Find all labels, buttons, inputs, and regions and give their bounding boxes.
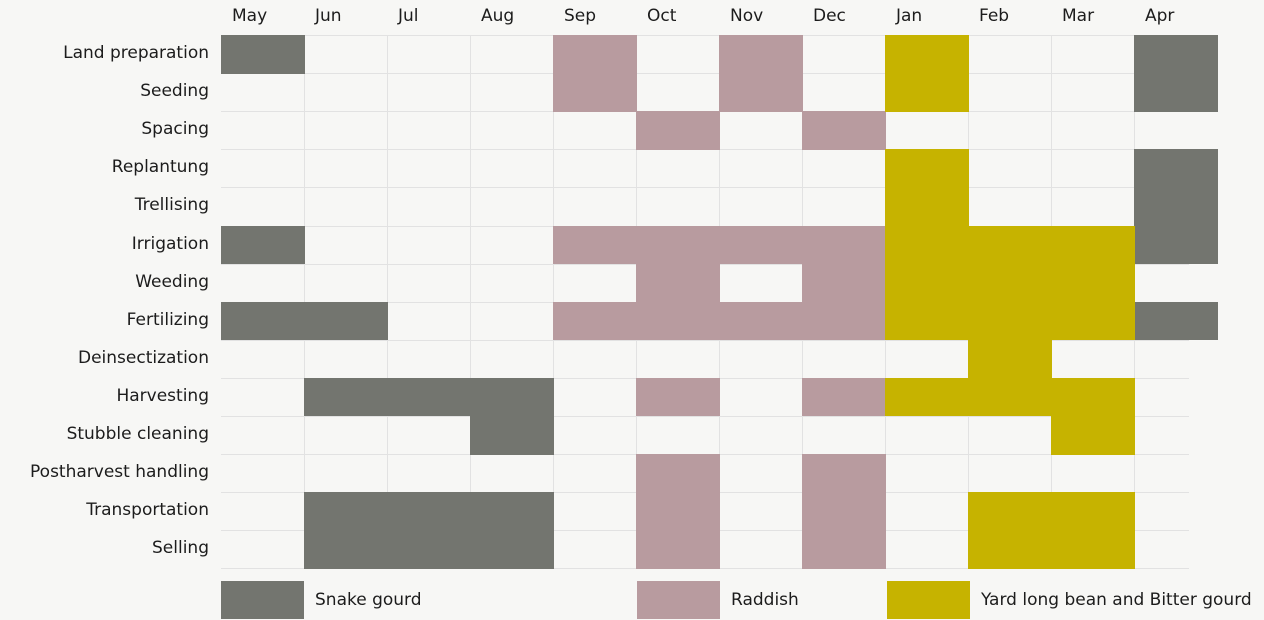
activity-cell	[1134, 73, 1218, 112]
activity-cell	[304, 492, 388, 531]
activity-cell	[636, 264, 720, 303]
activity-cell	[885, 35, 969, 74]
activity-cell	[304, 530, 388, 569]
month-label: Oct	[647, 6, 677, 26]
legend-swatch	[887, 581, 970, 619]
activity-cell	[553, 73, 637, 112]
activity-cell	[387, 492, 471, 531]
activity-cell	[1134, 35, 1218, 74]
activity-cell	[885, 302, 969, 341]
activity-cell	[221, 302, 305, 341]
activity-cell	[1051, 226, 1135, 265]
activity-cell	[719, 226, 803, 265]
activity-label: Selling	[152, 538, 209, 559]
activity-label: Replantung	[111, 157, 209, 178]
legend-label: Snake gourd	[315, 590, 422, 610]
activity-cell	[968, 226, 1052, 265]
activity-cell	[470, 492, 554, 531]
activity-cell	[636, 454, 720, 493]
activity-cell	[304, 378, 388, 417]
activity-cell	[802, 302, 886, 341]
activity-cell	[719, 73, 803, 112]
month-label: Apr	[1145, 6, 1175, 26]
month-label: Mar	[1062, 6, 1095, 26]
month-label: Dec	[813, 6, 846, 26]
activity-label: Irrigation	[131, 233, 209, 254]
activity-cell	[636, 226, 720, 265]
activity-cell	[968, 492, 1052, 531]
grid-line	[221, 73, 1189, 74]
activity-cell	[1051, 302, 1135, 341]
activity-cell	[636, 111, 720, 150]
activity-cell	[802, 492, 886, 531]
activity-cell	[553, 226, 637, 265]
activity-cell	[802, 111, 886, 150]
activity-cell	[968, 378, 1052, 417]
activity-cell	[221, 226, 305, 265]
month-label: Sep	[564, 6, 597, 26]
legend-label: Raddish	[731, 590, 799, 610]
activity-cell	[470, 530, 554, 569]
month-label: Aug	[481, 6, 515, 26]
legend-label: Yard long bean and Bitter gourd	[981, 590, 1252, 610]
activity-cell	[802, 378, 886, 417]
activity-cell	[719, 35, 803, 74]
activity-cell	[1134, 302, 1218, 341]
activity-label: Harvesting	[116, 385, 209, 406]
activity-cell	[968, 340, 1052, 379]
activity-cell	[1051, 416, 1135, 455]
legend-swatch	[637, 581, 720, 619]
activity-cell	[636, 302, 720, 341]
activity-cell	[1134, 149, 1218, 188]
activity-cell	[636, 530, 720, 569]
grid-line	[221, 187, 1189, 188]
month-label: Jul	[398, 6, 419, 26]
activity-cell	[885, 73, 969, 112]
activity-label: Land preparation	[63, 43, 209, 63]
activity-cell	[885, 187, 969, 226]
activity-cell	[304, 302, 388, 341]
activity-cell	[1051, 264, 1135, 303]
activity-label: Transportation	[86, 500, 209, 521]
activity-label: Stubble cleaning	[66, 424, 209, 444]
activity-cell	[802, 264, 886, 303]
activity-label: Weeding	[135, 271, 209, 292]
activity-cell	[1134, 187, 1218, 226]
activity-cell	[636, 378, 720, 417]
activity-cell	[719, 302, 803, 341]
activity-cell	[221, 35, 305, 74]
activity-cell	[885, 378, 969, 417]
activity-cell	[387, 378, 471, 417]
grid-line	[470, 35, 471, 568]
activity-cell	[885, 264, 969, 303]
activity-cell	[885, 226, 969, 265]
activity-label: Fertilizing	[126, 309, 209, 330]
activity-label: Postharvest handling	[30, 462, 209, 483]
activity-cell	[553, 35, 637, 74]
activity-cell	[1051, 378, 1135, 417]
activity-cell	[1051, 492, 1135, 531]
activity-cell	[802, 226, 886, 265]
activity-cell	[968, 264, 1052, 303]
activity-label: Spacing	[141, 119, 209, 140]
activity-cell	[470, 416, 554, 455]
activity-label: Trellising	[134, 195, 209, 216]
legend-swatch	[221, 581, 304, 619]
activity-cell	[802, 454, 886, 493]
activity-cell	[968, 530, 1052, 569]
month-label: Feb	[979, 6, 1010, 26]
activity-cell	[553, 302, 637, 341]
activity-cell	[885, 149, 969, 188]
activity-cell	[1134, 226, 1218, 265]
activity-cell	[1051, 530, 1135, 569]
activity-label: Deinsectization	[77, 347, 209, 368]
activity-cell	[636, 492, 720, 531]
activity-cell	[470, 378, 554, 417]
month-label: Nov	[730, 6, 764, 26]
activity-cell	[968, 302, 1052, 341]
activity-cell	[387, 530, 471, 569]
grid-line	[221, 35, 1189, 36]
activity-cell	[802, 530, 886, 569]
month-label: Jun	[315, 6, 342, 26]
activity-label: Seeding	[140, 81, 209, 102]
month-label: May	[232, 6, 268, 26]
month-label: Jan	[896, 6, 923, 26]
